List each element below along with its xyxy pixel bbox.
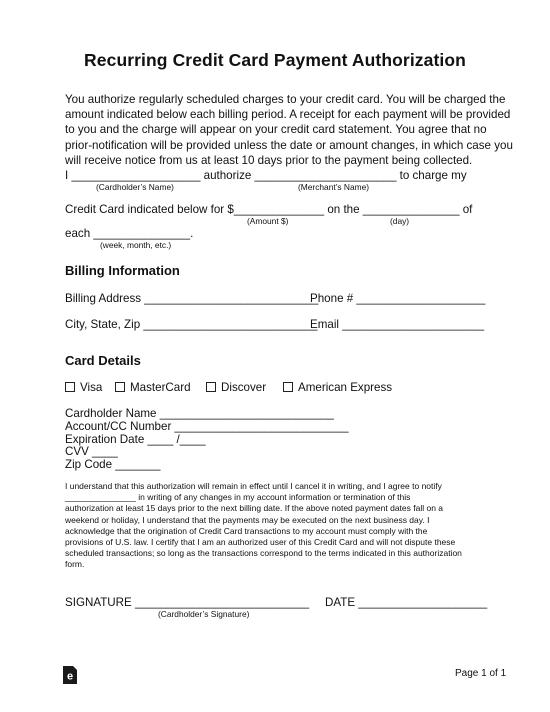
terms-line: scheduled transactions; so long as the transactions correspond to the terms indicated in this authorization [65, 548, 462, 559]
day-caption: (day) [390, 216, 410, 226]
signature-field: SIGNATURE ___________________________ [65, 596, 310, 609]
page-number: Page 1 of 1 [455, 668, 507, 679]
intro-line: will receive notice from us at least 10 days prior to the payment being collected. [65, 153, 473, 167]
document-title: Recurring Credit Card Payment Authorization [84, 50, 466, 70]
eforms-logo-icon [63, 666, 77, 684]
city-state-zip-field: City, State, Zip ___________________________ [65, 318, 318, 331]
cardholder-name-caption: (Cardholder’s Name) [96, 182, 174, 192]
intro-line: amount indicated below each billing period. A receipt for each payment will be provided [65, 108, 511, 122]
intro-line: prior-notification will be provided unless the date or amount changes, in which case you [65, 138, 513, 152]
amex-option [283, 381, 392, 394]
terms-line: authorization at least 15 days prior to the next billing date. If the above noted payment dates fall on a [65, 503, 444, 514]
amex-label: American Express [298, 381, 393, 394]
authorize-line: I ____________________ authorize ______________________ to charge my [65, 169, 467, 182]
intro-line: You authorize regularly scheduled charges to your credit card. You will be charged the [65, 93, 506, 106]
billing-heading: Billing Information [65, 263, 180, 278]
mastercard-option [115, 381, 191, 394]
terms-line: acknowledge that the origination of Credit Card transactions to my account must comply with the [65, 525, 428, 536]
merchant-name-caption: (Merchant’s Name) [298, 182, 370, 192]
intro-paragraph [65, 92, 513, 168]
period-line: each _______________. [65, 227, 194, 240]
billing-address-field: Billing Address ___________________________ [65, 292, 319, 305]
card-details-heading: Card Details [65, 353, 141, 368]
terms-paragraph [65, 481, 505, 571]
terms-line: weekend or holiday, I understand that the payments may be executed on the next business day. I [65, 514, 430, 525]
terms-line: _______________ in writing of any changes in my account information or termination of this [65, 492, 411, 503]
zip-code-field: Zip Code _______ [65, 458, 161, 471]
signature-caption: (Cardholder’s Signature) [158, 609, 250, 619]
amount-caption: (Amount $) [247, 216, 289, 226]
terms-line: provisions of U.S. law. I certify that I am an authorized user of this Credit Card and will not dispute these [65, 537, 456, 548]
email-field: Email ______________________ [310, 318, 485, 331]
discover-label: Discover [221, 381, 267, 394]
checkbox-icon [283, 382, 293, 392]
checkbox-icon [65, 382, 75, 392]
checkbox-icon [115, 382, 125, 392]
mastercard-label: MasterCard [130, 381, 191, 394]
phone-field: Phone # ____________________ [310, 292, 486, 305]
cvv-field: CVV ____ [65, 445, 118, 458]
terms-line: form. [65, 559, 85, 570]
discover-option [206, 381, 266, 394]
date-field: DATE ____________________ [325, 596, 488, 609]
expiration-field: Expiration Date ____ /____ [65, 433, 206, 446]
amount-line: Credit Card indicated below for $______________ on the _______________ of [65, 203, 473, 216]
visa-label: Visa [80, 381, 103, 394]
visa-option [65, 381, 102, 394]
period-caption: (week, month, etc.) [100, 240, 172, 250]
logo-letter: e [66, 670, 74, 683]
checkbox-icon [206, 382, 216, 392]
account-number-field: Account/CC Number ___________________________ [65, 420, 349, 433]
terms-line: I understand that this authorization will remain in effect until I cancel it in writing, and I agree to notify [65, 481, 442, 491]
intro-line: to you and the charge will appear on your credit card statement. You agree that no [65, 123, 487, 137]
cardholder-name-field: Cardholder Name ___________________________ [65, 407, 334, 420]
